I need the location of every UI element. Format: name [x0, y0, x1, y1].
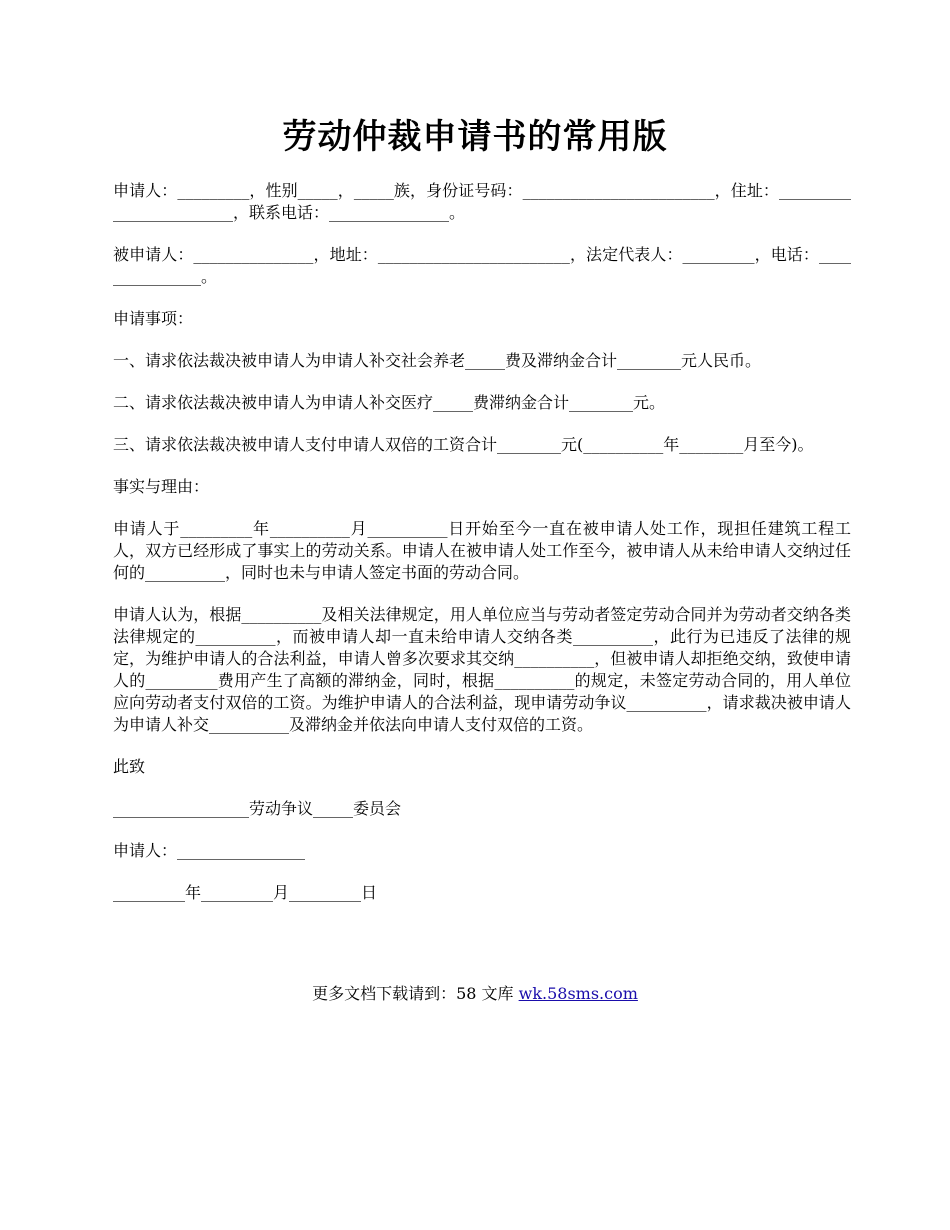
signature-line: 申请人：________________: [113, 841, 306, 860]
date-line: _________年_________月_________日: [113, 883, 378, 902]
document-title: 劳动仲裁申请书的常用版: [282, 117, 668, 157]
claim-item-3: 三、请求依法裁决被申请人支付申请人双倍的工资合计________元(__________年________月至今)。: [113, 435, 814, 454]
claim-item-2: 二、请求依法裁决被申请人为申请人补交医疗_____费滞纳金合计________元。: [113, 393, 666, 412]
facts-paragraph-2: 申请人认为，根据__________及相关法律规定，用人单位应当与劳动者签定劳动合同并为劳动者交纳各类法律规定的__________，而被申请人却一直未给申请人交纳各类__________，此行为已违反了法律的规定，为维护申请人的合法利益，申请人曾多次要求其交纳__________，但被申请人却拒绝交纳，致使申请人的_________费用产生了高额的滞纳金，同时，根据__________的规定，未签定劳动合同的，用人单位应向劳动者支付双倍的工资。为维护申请人的合法利益，现申请劳动争议__________，请求裁决被申请人为申请人补交__________及滞纳金并依法向申请人支付双倍的工资。: [113, 605, 851, 734]
footer-link[interactable]: wk.58sms.com: [518, 984, 638, 1003]
salutation: 此致: [113, 757, 146, 776]
applicant-info: 申请人：_________，性别_____，_____族，身份证号码：________________________，住址：________________________，联系电话：_______________。: [113, 181, 851, 222]
facts-paragraph-1: 申请人于_________年__________月__________日开始至今一直在被申请人处工作，现担任建筑工程工人，双方已经形成了事实上的劳动关系。申请人在被申请人处工作至今，被申请人从未给申请人交纳过任何的__________，同时也未与申请人签定书面的劳动合同。: [113, 519, 851, 582]
document-body: [113, 180, 851, 924]
committee-line: _________________劳动争议_____委员会: [113, 799, 402, 818]
respondent-info: 被申请人：_______________，地址：________________________，法定代表人：_________，电话：_______________。: [113, 245, 851, 286]
footer-text: 更多文档下载请到：58 文库: [312, 984, 519, 1003]
claims-heading: 申请事项：: [113, 309, 194, 328]
claim-item-1: 一、请求依法裁决被申请人为申请人补交社会养老_____费及滞纳金合计________元人民币。: [113, 351, 762, 370]
download-footer: [0, 983, 950, 1005]
facts-heading: 事实与理由：: [113, 477, 210, 496]
